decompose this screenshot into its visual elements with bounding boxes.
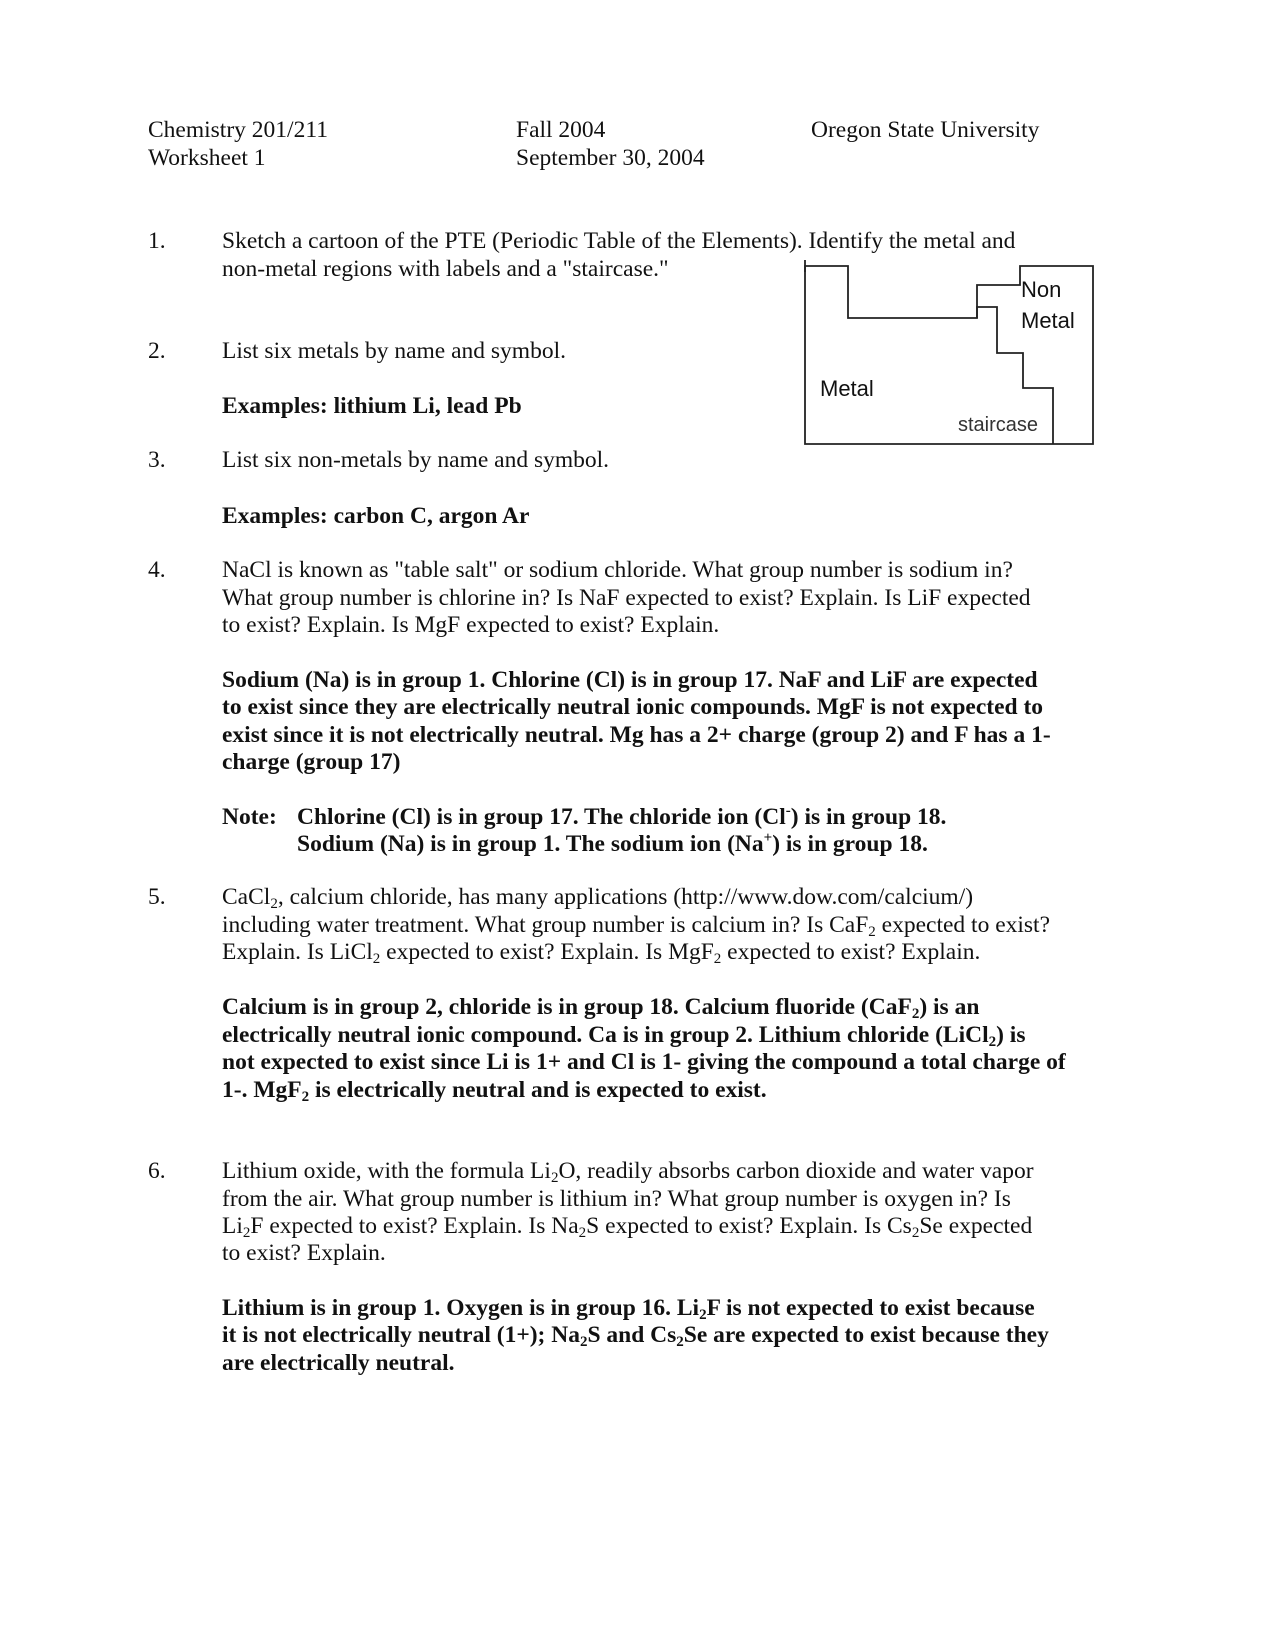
answer-text-line: charge (group 17) (222, 749, 401, 775)
answer-text-line: Examples: lithium Li, lead Pb (222, 393, 522, 419)
question-text-line: to exist? Explain. (222, 1240, 386, 1266)
term: Fall 2004 (516, 117, 606, 143)
note-line: Chlorine (Cl) is in group 17. The chloride ion (Cl-) is in group 18. (297, 803, 947, 830)
periodic-table-diagram (800, 258, 1100, 450)
question-number: 2. (148, 338, 166, 364)
answer-text-line: Sodium (Na) is in group 1. Chlorine (Cl) is in group 17. NaF and LiF are expected (222, 667, 1038, 693)
question-text-line: CaCl$_2$, calcium chloride, has many applications (http://www.dow.com/calcium/) (222, 884, 974, 912)
question-text-line: NaCl is known as "table salt" or sodium chloride. What group number is sodium in? (222, 557, 1013, 583)
answer-text-line: not expected to exist since Li is 1+ and Cl is 1- giving the compound a total charge of (222, 1049, 1066, 1075)
question-number: 6. (148, 1158, 166, 1184)
question-text-line: List six non-metals by name and symbol. (222, 447, 610, 473)
answer-text-line: 1-. MgF$_2$ is electrically neutral and is expected to exist. (222, 1077, 767, 1105)
answer-text-line: exist since it is not electrically neutral. Mg has a 2+ charge (group 2) and F has a 1- (222, 722, 1051, 748)
answer-text-line: Calcium is in group 2, chloride is in group 18. Calcium fluoride (CaF$_2$) is an (222, 994, 980, 1022)
metal-label: Metal (820, 376, 874, 401)
answer-text-line: to exist since they are electrically neutral ionic compounds. MgF is not expected to (222, 694, 1044, 720)
note-line: Sodium (Na) is in group 1. The sodium ion (Na+) is in group 18. (297, 830, 928, 857)
question-text-line: from the air. What group number is lithium in? What group number is oxygen in? Is (222, 1186, 1011, 1212)
question-number: 4. (148, 557, 166, 583)
answer-text-line: electrically neutral ionic compound. Ca is in group 2. Lithium chloride (LiCl$_2$) is (222, 1022, 1026, 1050)
question-number: 1. (148, 228, 166, 254)
non-metal-label: Metal (1021, 308, 1075, 333)
question-number: 5. (148, 884, 166, 910)
question-text-line: $Li_2F$ expected to exist? Explain. Is $Na_2S$ expected to exist? Explain. Is $Cs_2Se$ expected (222, 1213, 1033, 1241)
question-text-line: List six metals by name and symbol. (222, 338, 566, 364)
question-text-line: to exist? Explain. Is MgF expected to exist? Explain. (222, 612, 720, 638)
question-text-line: Lithium oxide, with the formula $Li_2O$, readily absorbs carbon dioxide and water vapor (222, 1158, 1034, 1186)
non-metal-label: Non (1021, 277, 1062, 302)
answer-text-line: Examples: carbon C, argon Ar (222, 503, 530, 529)
note-label: Note: (222, 804, 277, 830)
question-number: 3. (148, 447, 166, 473)
answer-text-line: it is not electrically neutral (1+); $Na_2S$ and $Cs_2Se$ are expected to exist because they (222, 1322, 1049, 1350)
question-text-line: Sketch a cartoon of the PTE (Periodic Table of the Elements). Identify the metal and (222, 228, 1016, 254)
date: September 30, 2004 (516, 145, 705, 171)
worksheet-title: Worksheet 1 (148, 145, 266, 171)
question-text-line: What group number is chlorine in? Is NaF expected to exist? Explain. Is LiF expected (222, 585, 1031, 611)
university: Oregon State University (811, 117, 1040, 143)
answer-text-line: Lithium is in group 1. Oxygen is in group 16. $Li_2F$ is not expected to exist because (222, 1295, 1035, 1323)
question-text-line: Explain. Is LiCl$_2$ expected to exist? Explain. Is MgF$_2$ expected to exist? Explain. (222, 939, 981, 967)
course-title: Chemistry 201/211 (148, 117, 328, 143)
answer-text-line: are electrically neutral. (222, 1350, 455, 1376)
question-text-line: non-metal regions with labels and a "staircase." (222, 256, 669, 282)
question-text-line: including water treatment. What group number is calcium in? Is CaF$_2$ expected to exist? (222, 912, 1051, 940)
staircase-label: staircase (958, 414, 1039, 436)
